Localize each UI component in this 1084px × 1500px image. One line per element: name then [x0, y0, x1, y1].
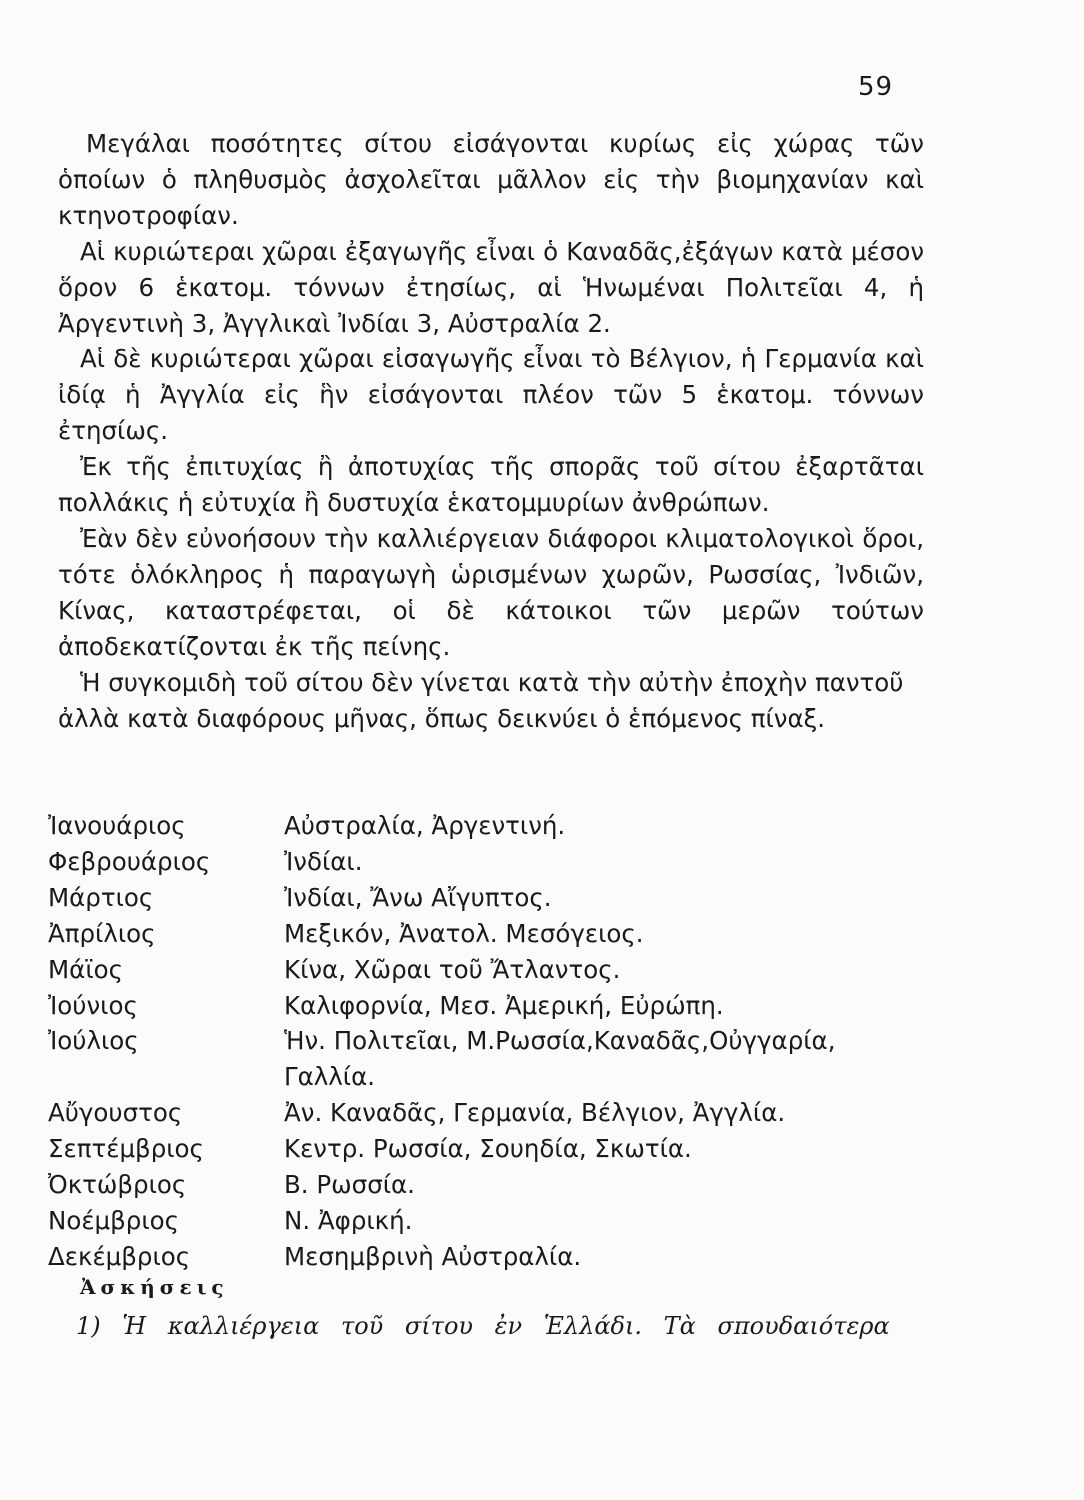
exercise-item-1: 1) Ἡ καλλιέργεια τοῦ σίτου ἐν Ἑλλάδι. Τὰ σπουδαιότερα — [76, 1312, 890, 1340]
month-name: Ἀπρίλιος — [48, 918, 156, 948]
month-name: Αὔγουστος — [48, 1098, 183, 1128]
month-name: Μάϊος — [48, 954, 123, 984]
month-regions: Κεντρ. Ρωσσία, Σουηδία, Σκωτία. — [284, 1134, 692, 1164]
exercises-heading: Ἀσκήσεις — [80, 1275, 229, 1299]
month-regions: Ἀν. Καναδᾶς, Γερμανία, Βέλγιον, Ἀγγλία. — [284, 1098, 786, 1128]
paragraph-climate: Ἐὰν δὲν εὐνοήσουν τὴν καλλιέργειαν διάφοροι κλιματολογικοὶ ὅροι, τότε ὁλόκληρος ἡ παραγωγὴ ὡρισμένων χωρῶν, Ρωσσίας, Ἰνδιῶν, Κίνας, καταστρέφεται, οἱ δὲ κάτοικοι τῶν μερῶν τούτων ἀποδεκατίζονται ἐκ τῆς πείνης. — [58, 523, 924, 661]
table-row — [48, 844, 884, 880]
paragraph-harvest-fortune: Ἐκ τῆς ἐπιτυχίας ἢ ἀποτυχίας τῆς σπορᾶς τοῦ σίτου ἐξαρτᾶται πολλάκις ἡ εὐτυχία ἢ δυστυχία ἑκατομμυρίων ἀνθρώπων. — [58, 452, 924, 518]
month-regions: Αὐστραλία, Ἀργεντινή. — [284, 811, 566, 840]
month-name: Δεκέμβριος — [48, 1241, 191, 1271]
harvest-month-table — [48, 808, 884, 1275]
month-name: Σεπτέμβριος — [48, 1134, 204, 1164]
table-row — [48, 1203, 884, 1239]
table-row — [48, 1023, 884, 1095]
month-name: Ὀκτώβριος — [48, 1170, 187, 1200]
month-regions: Ἡν. Πολιτεῖαι, Μ.Ρωσσία,Καναδᾶς,Οὐγγαρία, Γαλλία. — [284, 1026, 836, 1092]
table-row — [48, 916, 884, 952]
table-row — [48, 988, 884, 1024]
month-name: Μάρτιος — [48, 882, 154, 912]
month-regions: Ἰνδίαι, Ἄνω Αἴγυπτος. — [284, 882, 552, 912]
body-text — [58, 126, 924, 736]
table-row — [48, 1167, 884, 1203]
month-regions: Ν. Ἀφρική. — [284, 1205, 413, 1235]
month-regions: Ἰνδίαι. — [284, 846, 363, 876]
paragraph-export-countries: Αἱ κυριώτεραι χῶραι ἐξαγωγῆς εἶναι ὁ Καναδᾶς,ἐξάγων κατὰ μέσον ὅρον 6 ἑκατομ. τόννων ἐτησίως, αἱ Ἡνωμέναι Πολιτεῖαι 4, ἡ Ἀργεντινὴ 3, Ἀγγλικαὶ Ἰνδίαι 3, Αὐστραλία 2. — [58, 236, 924, 338]
table-row — [48, 1131, 884, 1167]
month-regions: Β. Ρωσσία. — [284, 1170, 415, 1200]
month-name: Φεβρουάριος — [48, 846, 211, 876]
page-number: 59 — [858, 72, 894, 102]
paragraph-import-countries: Αἱ δὲ κυριώτεραι χῶραι εἰσαγωγῆς εἶναι τὸ Βέλγιον, ἡ Γερμανία καὶ ἰδίᾳ ἡ Ἀγγλία εἰς ἣν εἰσάγονται πλέον τῶν 5 ἑκατομ. τόννων ἐτησίως. — [58, 344, 924, 446]
month-regions: Μεσημβρινὴ Αὐστραλία. — [284, 1241, 582, 1271]
month-name: Νοέμβριος — [48, 1205, 179, 1235]
table-row — [48, 808, 884, 844]
table-row — [48, 1239, 884, 1275]
table-row — [48, 880, 884, 916]
table-row — [48, 1095, 884, 1131]
month-regions: Μεξικόν, Ἀνατολ. Μεσόγειος. — [284, 918, 644, 948]
month-name: Ἰανουάριος — [48, 811, 186, 840]
month-name: Ἰούλιος — [48, 1026, 139, 1056]
month-name: Ἰούνιος — [48, 990, 138, 1020]
table-row — [48, 952, 884, 988]
month-regions: Καλιφορνία, Μεσ. Ἀμερική, Εὐρώπη. — [284, 990, 724, 1020]
month-regions: Κίνα, Χῶραι τοῦ Ἄτλαντος. — [284, 954, 621, 984]
paragraph-harvest-timing: Ἡ συγκομιδὴ τοῦ σίτου δὲν γίνεται κατὰ τὴν αὐτὴν ἐποχὴν παντοῦ ἀλλὰ κατὰ διαφόρους μῆνας, ὅπως δεικνύει ὁ ἑπόμενος πίναξ. — [58, 667, 904, 733]
paragraph-wheat-imports: Μεγάλαι ποσότητες σίτου εἰσάγονται κυρίως εἰς χώρας τῶν ὁποίων ὁ πληθυσμὸς ἀσχολεῖται μᾶλλον εἰς τὴν βιομηχανίαν καὶ κτηνοτροφίαν. — [58, 129, 924, 230]
